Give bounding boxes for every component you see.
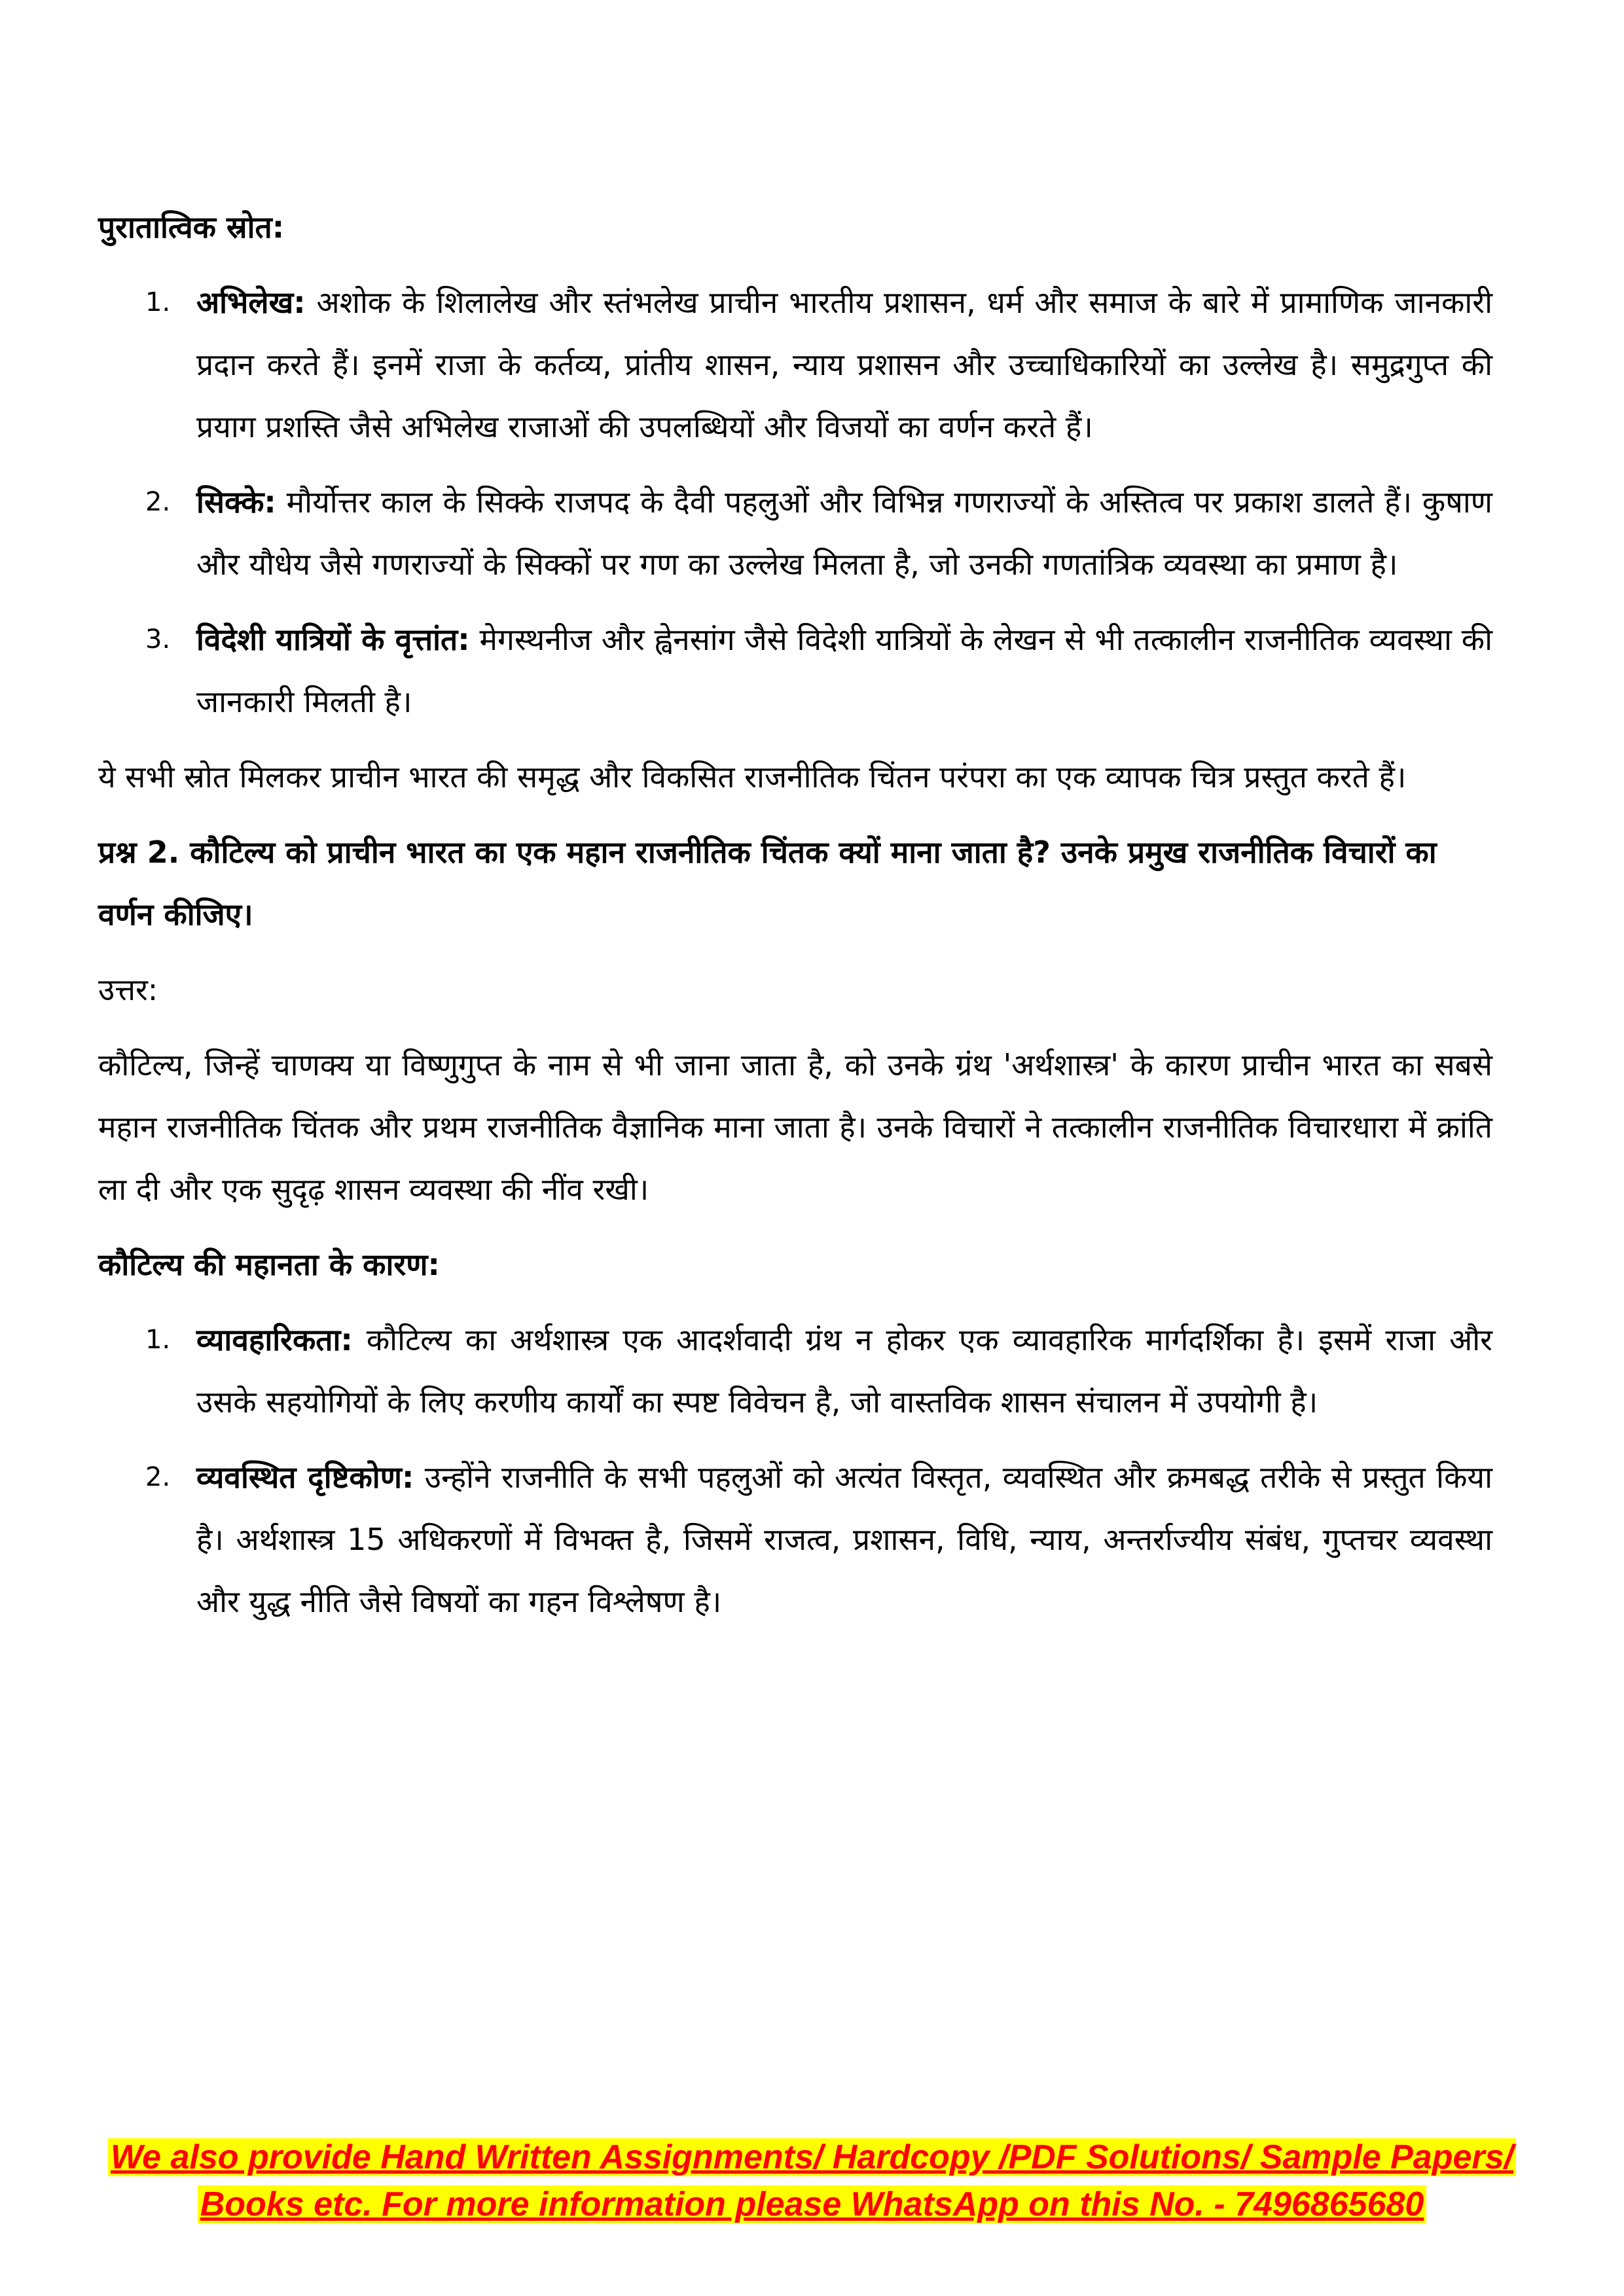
document-body bbox=[98, 196, 1492, 1646]
footer-advert bbox=[0, 2134, 1624, 2228]
item-term: अभिलेख: bbox=[196, 285, 306, 320]
item-text: कौटिल्य का अर्थशास्त्र एक आदर्शवादी ग्रंथ न होकर एक व्यावहारिक मार्गदर्शिका है। इसमें राजा और उसके सहयोगियों के लिए करणीय कार्यों का स्पष्ट विवेचन है, जो वास्तविक शासन संचालन में उपयोगी है। bbox=[196, 1322, 1492, 1420]
sources-heading: पुरातात्विक स्रोत: bbox=[98, 209, 285, 245]
item-term: सिक्के: bbox=[196, 484, 276, 520]
item-text: मौर्योत्तर काल के सिक्के राजपद के दैवी पहलुओं और विभिन्न गणराज्यों के अस्तित्व पर प्रकाश डालते हैं। कुषाण और यौधेय जैसे गणराज्यों के सिक्कों पर गण का उल्लेख मिलता है, जो उनकी गणतांत्रिक व्यवस्था का प्रमाण है। bbox=[196, 484, 1492, 582]
item-term: विदेशी यात्रियों के वृत्तांत: bbox=[196, 622, 470, 657]
sources-list bbox=[98, 272, 1492, 733]
greatness-heading: कौटिल्य की महानता के कारण: bbox=[98, 1247, 440, 1282]
item-number: 2. bbox=[145, 487, 171, 517]
question-heading: प्रश्न 2. कौटिल्य को प्राचीन भारत का एक महान राजनीतिक चिंतक क्यों माना जाता है? उनके प्रमुख राजनीतिक विचारों का वर्णन कीजिए। bbox=[98, 834, 1437, 932]
footer-line-2-text: Books etc. For more information please WhatsApp on this No. - 7496865680 bbox=[198, 2185, 1427, 2223]
list-item bbox=[98, 609, 1492, 733]
item-text: उन्होंने राजनीति के सभी पहलुओं को अत्यंत विस्तृत, व्यवस्थित और क्रमबद्ध तरीके से प्रस्तुत किया है। अर्थशास्त्र 15 अधिकरणों में विभक्त है, जिसमें राजत्व, प्रशासन, विधि, न्याय, अन्तर्राज्यीय संबंध, गुप्तचर व्यवस्था और युद्ध नीति जैसे विषयों का गहन विश्लेषण है। bbox=[196, 1460, 1493, 1619]
item-number: 3. bbox=[145, 624, 171, 655]
item-number: 2. bbox=[145, 1462, 171, 1492]
item-term: व्यावहारिकता: bbox=[196, 1322, 353, 1357]
footer-line-1 bbox=[0, 2134, 1624, 2181]
summary-paragraph: ये सभी स्रोत मिलकर प्राचीन भारत की समृद्ध और विकसित राजनीतिक चिंतन परंपरा का एक व्यापक चित्र प्रस्तुत करते हैं। bbox=[98, 759, 1407, 795]
item-text: मेगस्थनीज और ह्वेनसांग जैसे विदेशी यात्रियों के लेखन से भी तत्कालीन राजनीतिक व्यवस्था की जानकारी मिलती है। bbox=[196, 622, 1492, 719]
answer-label: उत्तर: bbox=[98, 972, 158, 1007]
list-item bbox=[98, 272, 1492, 458]
list-item bbox=[98, 1309, 1492, 1433]
list-item bbox=[98, 1446, 1492, 1633]
answer-intro-paragraph: कौटिल्य, जिन्हें चाणक्य या विष्णुगुप्त के नाम से भी जाना जाता है, को उनके ग्रंथ 'अर्थशास्त्र' के कारण प्राचीन भारत का सबसे महान राजनीतिक चिंतक और प्रथम राजनीतिक वैज्ञानिक माना जाता है। उनके विचारों ने तत्कालीन राजनीतिक विचारधारा में क्रांति ला दी और एक सुदृढ़ शासन व्यवस्था की नींव रखी। bbox=[98, 1047, 1492, 1207]
item-number: 1. bbox=[145, 287, 171, 317]
list-item bbox=[98, 471, 1492, 596]
item-term: व्यवस्थित दृष्टिकोण: bbox=[196, 1460, 414, 1495]
item-number: 1. bbox=[145, 1325, 171, 1355]
footer-line-1-text: We also provide Hand Written Assignments/ Hardcopy /PDF Solutions/ Sample Papers/ bbox=[108, 2138, 1516, 2176]
footer-line-2 bbox=[0, 2181, 1624, 2228]
greatness-list bbox=[98, 1309, 1492, 1633]
item-text: अशोक के शिलालेख और स्तंभलेख प्राचीन भारतीय प्रशासन, धर्म और समाज के बारे में प्रामाणिक जानकारी प्रदान करते हैं। इनमें राजा के कर्तव्य, प्रांतीय शासन, न्याय प्रशासन और उच्चाधिकारियों का उल्लेख है। समुद्रगुप्त की प्रयाग प्रशस्ति जैसे अभिलेख राजाओं की उपलब्धियों और विजयों का वर्णन करते हैं। bbox=[196, 285, 1492, 444]
